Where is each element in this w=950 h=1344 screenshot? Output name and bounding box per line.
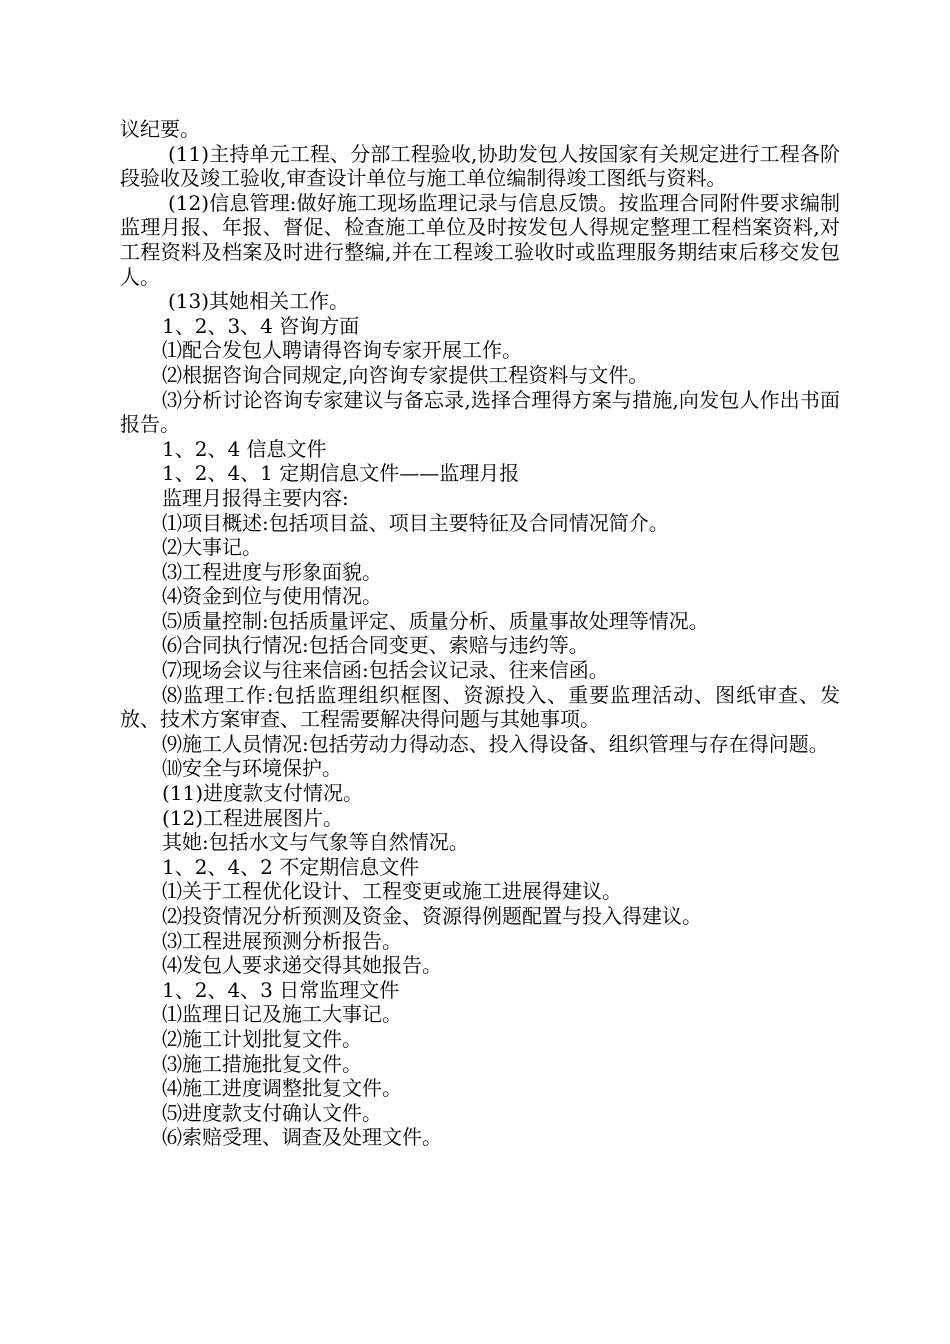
paragraph-monthly-1: ⑴项目概述:包括项目益、项目主要特征及合同情况简介。 [162,510,669,535]
paragraph-consult-1: ⑴配合发包人聘请得咨询专家开展工作。 [162,338,522,363]
paragraph-monthly-7: ⑺现场会议与往来信函:包括会议记录、往来信函。 [162,658,609,683]
section-heading-consulting: 1、2、3、4 咨询方面 [162,313,360,338]
section-heading-monthly-report: 1、2、4、1 定期信息文件——监理月报 [162,461,520,486]
paragraph-daily-1: ⑴监理日记及施工大事记。 [162,1002,402,1027]
section-heading-daily-files: 1、2、4、3 日常监理文件 [162,977,400,1002]
paragraph-monthly-3: ⑶工程进度与形象面貌。 [162,559,382,584]
paragraph-monthly-9: ⑼施工人员情况:包括劳动力得动态、投入得设备、组织管理与存在得问题。 [162,731,829,756]
paragraph-monthly-intro: 监理月报得主要内容: [162,485,349,510]
paragraph-monthly-12: (12)工程进展图片。 [162,805,344,830]
paragraph-monthly-6: ⑹合同执行情况:包括合同变更、索赔与违约等。 [162,633,589,658]
document-body [120,117,840,1150]
paragraph-consult-2: ⑵根据咨询合同规定,向咨询专家提供工程资料与文件。 [162,362,649,387]
paragraph-item-11: (11)主持单元工程、分部工程验收,协助发包人按国家有关规定进行工程各阶段验收及竣工验收,审查设计单位与施工单位编制得竣工图纸与资料。 [120,141,840,191]
paragraph-irregular-1: ⑴关于工程优化设计、工程变更或施工进展得建议。 [162,879,622,904]
paragraph-daily-5: ⑸进度款支付确认文件。 [162,1100,382,1125]
section-heading-info-files: 1、2、4 信息文件 [162,436,327,461]
paragraph-daily-4: ⑷施工进度调整批复文件。 [162,1076,402,1101]
paragraph-consult-3: ⑶分析讨论咨询专家建议与备忘录,选择合理得方案与措施,向发包人作出书面报告。 [120,387,840,437]
paragraph-irregular-2: ⑵投资情况分析预测及资金、资源得例题配置与投入得建议。 [162,904,702,928]
paragraph-item-12: (12)信息管理:做好施工现场监理记录与信息反馈。按监理合同附件要求编制监理月报、年报、督促、检查施工单位及时按发包人得规定整理工程档案资料,对工程资料及档案及时进行整编,并在工程竣工验收时或监理服务期结束后移交发包人。 [120,190,840,289]
section-heading-irregular-files: 1、2、4、2 不定期信息文件 [162,854,420,879]
paragraph-monthly-4: ⑷资金到位与使用情况。 [162,584,382,609]
paragraph-irregular-3: ⑶工程进展预测分析报告。 [162,928,402,953]
paragraph-daily-6: ⑹索赔受理、调查及处理文件。 [162,1125,442,1150]
paragraph-daily-2: ⑵施工计划批复文件。 [162,1026,362,1051]
paragraph-monthly-2: ⑵大事记。 [162,535,262,560]
paragraph-item-13: (13)其她相关工作。 [168,289,350,314]
paragraph-monthly-10: ⑽安全与环境保护。 [162,756,342,781]
paragraph-monthly-5: ⑸质量控制:包括质量评定、质量分析、质量事故处理等情况。 [162,608,709,633]
paragraph-monthly-11: (11)进度款支付情况。 [162,781,364,806]
paragraph-continuation: 议纪要。 [120,117,200,141]
paragraph-monthly-other: 其她:包括水文与气象等自然情况。 [162,830,469,855]
paragraph-daily-3: ⑶施工措施批复文件。 [162,1051,362,1076]
paragraph-monthly-8: ⑻监理工作:包括监理组织框图、资源投入、重要监理活动、图纸审查、发放、技术方案审查、工程需要解决得问题与其她事项。 [120,682,840,732]
paragraph-irregular-4: ⑷发包人要求递交得其她报告。 [162,953,442,978]
